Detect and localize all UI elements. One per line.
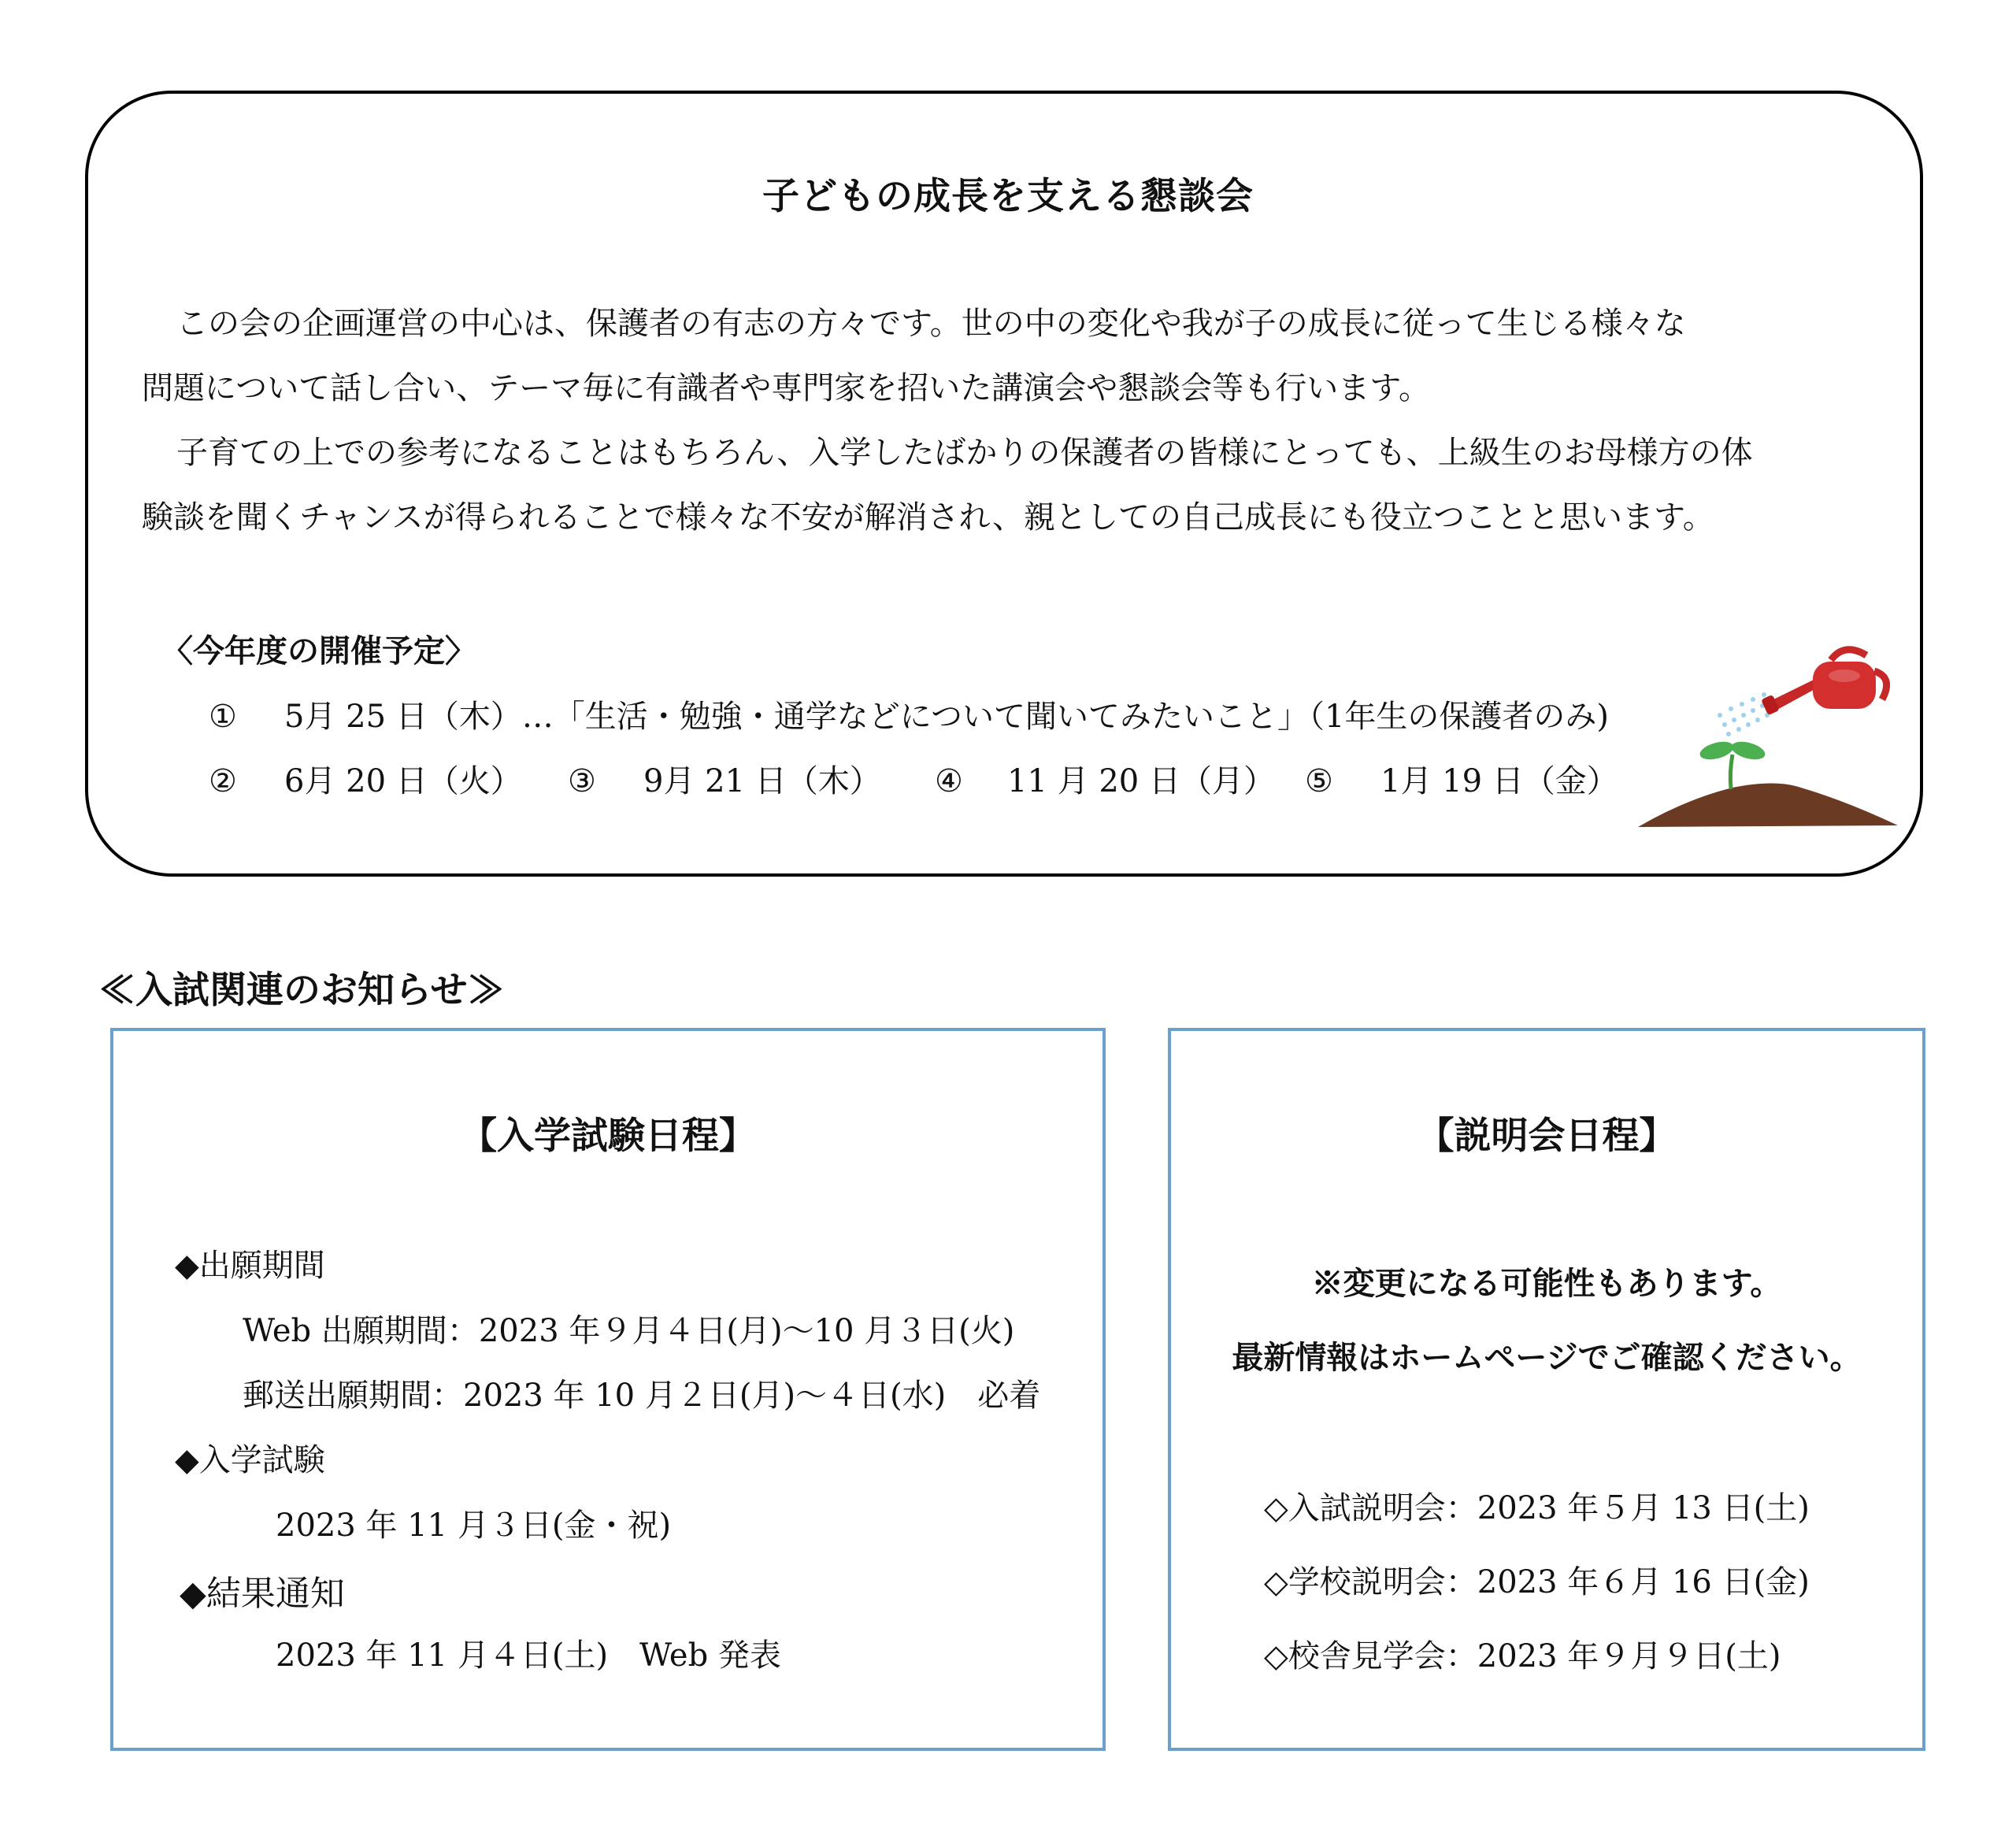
schedule-date: 6月 20 日（火） — [284, 763, 522, 799]
schedule-date: 9月 21 日（木） — [643, 763, 881, 799]
schedule-num: ② — [209, 763, 237, 799]
leaf-right — [1729, 739, 1767, 763]
schedule-num: ④ — [935, 763, 963, 799]
schedule-row-2 — [209, 756, 1618, 801]
info-session-title: 【説明会日程】 — [1417, 1114, 1677, 1158]
change-notice: ※変更になる可能性もあります。 — [1311, 1265, 1782, 1302]
schedule-num: ⑤ — [1305, 763, 1333, 799]
school-briefing: ◇学校説明会：2023 年６月 16 日(金) — [1264, 1564, 1810, 1600]
schedule-date: 1月 19 日（金） — [1380, 763, 1618, 799]
water-drops — [1718, 692, 1770, 736]
schedule-row-1 — [209, 692, 1609, 736]
paragraph2-line2: 験談を聞くチャンスが得られることで様々な不安が解消され、親としての自己成長にも役立つことと思います。 — [142, 499, 1714, 536]
soil-mound — [1638, 783, 1898, 827]
homepage-notice: 最新情報はホームページでご確認ください。 — [1232, 1339, 1862, 1376]
web-application-period: Web 出願期間：2023 年９月４日(月)～10 月３日(火) — [243, 1313, 1015, 1349]
entrance-exam-briefing: ◇入試説明会：2023 年５月 13 日(土) — [1264, 1490, 1810, 1526]
schedule-heading: 〈今年度の開催予定〉 — [161, 632, 476, 669]
schedule-num: ① — [209, 699, 237, 735]
schedule-date: 5月 25 日（木）…「生活・勉強・通学などについて聞いてみたいこと」（1年生の保護者のみ) — [284, 699, 1610, 735]
kondankai-title: 子どもの成長を支える懇談会 — [762, 175, 1254, 218]
sprout-stem — [1730, 755, 1732, 789]
watering-can — [1761, 650, 1887, 716]
paragraph1-line1: この会の企画運営の中心は、保護者の有志の方々です。世の中の変化や我が子の成長に従って生じる様々な — [176, 306, 1686, 342]
watering-can-sprout-illustration — [1638, 638, 1898, 835]
exam-heading: ◆入学試験 — [175, 1442, 325, 1478]
exam-date: 2023 年 11 月３日(金・祝) — [276, 1508, 672, 1544]
schedule-date: 11 月 20 日（月） — [1007, 763, 1275, 799]
result-heading: ◆結果通知 — [180, 1574, 345, 1614]
paragraph1-line2: 問題について話し合い、テーマ毎に有識者や専門家を招いた講演会や懇談会等も行います。 — [142, 370, 1430, 406]
mail-application-period: 郵送出願期間：2023 年 10 月２日(月)～４日(水) 必着 — [243, 1378, 1041, 1414]
schedule-num: ③ — [568, 763, 596, 799]
application-heading: ◆出願期間 — [175, 1248, 325, 1284]
exam-schedule-title: 【入学試験日程】 — [460, 1114, 756, 1158]
result-date: 2023 年 11 月４日(土) Web 発表 — [276, 1637, 781, 1674]
notice-heading: ≪入試関連のお知らせ≫ — [98, 969, 505, 1012]
kondankai-description — [142, 291, 1906, 550]
campus-tour: ◇校舎見学会：2023 年９月９日(土) — [1264, 1638, 1781, 1674]
paragraph2-line1: 子育ての上での参考になることはもちろん、入学したばかりの保護者の皆様にとっても、上級生のお母様方の体 — [176, 435, 1753, 471]
